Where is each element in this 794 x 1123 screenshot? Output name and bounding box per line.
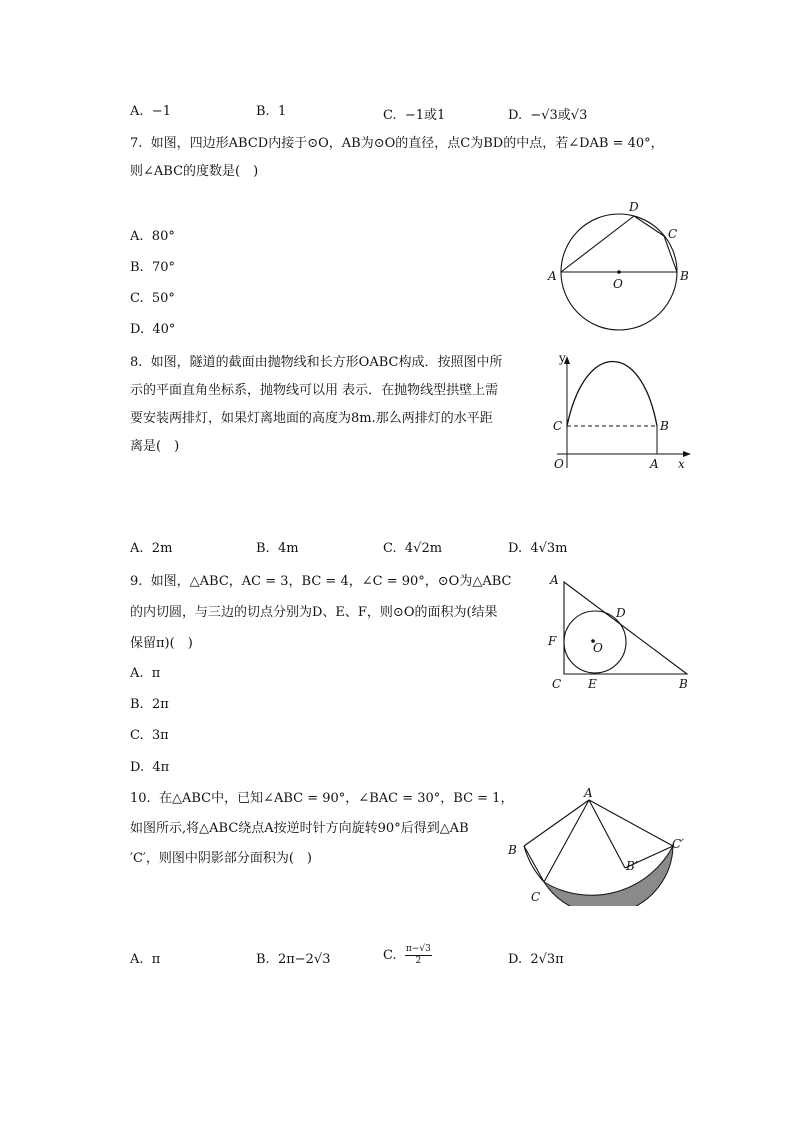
option-text: 4m [277, 541, 299, 556]
option-text: 4√3m [530, 541, 568, 556]
label-o: O [554, 457, 564, 471]
label-b: B [660, 419, 669, 433]
option-text: 4π [152, 760, 170, 775]
question-8-line-3: 要安装两排灯，如果灯离地面的高度为8m.那么两排灯的水平距 [130, 411, 493, 426]
label-y: y [559, 351, 566, 365]
label-a: A [548, 269, 557, 283]
option-text: 80° [151, 229, 175, 244]
triangle-abc [564, 582, 687, 674]
option-label: B. [256, 952, 270, 967]
option-label: B. [256, 104, 270, 119]
question-10-line-3: ′C′，则图中阴影部分面积为( ) [130, 851, 312, 866]
option-text: 2π [151, 697, 169, 712]
question-8 [130, 349, 540, 461]
line-ab [524, 800, 589, 846]
label-b: B [679, 677, 688, 691]
q10-option-d [508, 952, 564, 967]
line-ac [544, 800, 589, 882]
label-c: C [552, 677, 562, 691]
parabola [567, 362, 657, 427]
q7-option-d [130, 322, 175, 337]
label-d: D [616, 606, 626, 620]
question-7 [130, 130, 690, 186]
label-c-prime: C′ [672, 837, 684, 851]
option-label: C. [383, 108, 397, 123]
question-text: 如图，△ABC，AC = 3，BC = 4，∠C = 90°，⊙O为△ABC [150, 574, 512, 589]
q7-option-a [130, 229, 175, 244]
question-8-line-1 [130, 349, 540, 377]
option-text: 1 [277, 104, 287, 119]
label-a: A [650, 457, 659, 471]
label-c: C [531, 890, 541, 904]
q8-option-c [383, 541, 442, 556]
option-label: D. [508, 541, 523, 556]
question-9 [130, 566, 540, 659]
q9-option-b [130, 697, 169, 712]
question-number: 7. [130, 136, 143, 151]
q10-rotation-figure [500, 788, 700, 906]
option-label: D. [130, 760, 145, 775]
option-text: 70° [151, 260, 175, 275]
label-a: A [550, 573, 559, 587]
label-o: O [613, 277, 623, 291]
option-label: B. [130, 260, 144, 275]
option-label: C. [383, 541, 397, 556]
question-9-line-2: 的内切圆，与三边的切点分别为D、E、F，则⊙O的面积为(结果 [130, 605, 498, 620]
label-b-prime: B′ [626, 859, 638, 873]
option-text: 2√3π [530, 952, 564, 967]
question-8-line-4: 离是( ) [130, 439, 180, 454]
center-point [617, 270, 621, 274]
option-text: 2m [151, 541, 173, 556]
question-7-line-1 [130, 130, 690, 158]
option-label: C. [383, 948, 397, 963]
question-text: 如图，四边形ABCD内接于⊙O，AB为⊙O的直径，点C为BD的中点，若∠DAB = 40°， [150, 136, 664, 151]
label-e: E [588, 677, 597, 691]
q6-option-c [383, 104, 445, 123]
question-7-line-2: 则∠ABC的度数是( ) [130, 164, 259, 179]
label-a: A [584, 788, 593, 800]
question-8-line-2: 示的平面直角坐标系，抛物线可以用 表示．在抛物线型拱壁上需 [130, 383, 499, 398]
question-text: 如图，隧道的截面由抛物线和长方形OABC构成．按照图中所 [150, 355, 503, 370]
q9-incircle-figure [540, 570, 700, 695]
option-label: D. [130, 322, 145, 337]
option-label: A. [130, 541, 144, 556]
q9-option-d [130, 760, 169, 775]
label-c: C [668, 227, 678, 241]
question-9-line-3: 保留π)( ) [130, 636, 193, 651]
label-b: B [680, 269, 689, 283]
fraction-numerator: π−√3 [405, 944, 431, 954]
option-label: A. [130, 229, 144, 244]
label-f: F [548, 634, 557, 648]
option-text: 2π−2√3 [277, 952, 331, 967]
q8-tunnel-figure [545, 350, 695, 475]
label-b: B [508, 843, 517, 857]
line-bc [524, 846, 544, 882]
fraction [405, 944, 432, 967]
q8-option-b [256, 541, 299, 556]
option-label: A. [130, 952, 144, 967]
q7-circle-figure [540, 198, 700, 334]
q10-option-b [256, 952, 331, 967]
option-text: 50° [151, 291, 175, 306]
question-10 [130, 784, 530, 874]
question-text: 在△ABC中，已知∠ABC = 90°，∠BAC = 30°，BC = 1， [158, 791, 514, 806]
option-label: A. [130, 666, 144, 681]
quadrilateral-abcd [561, 216, 677, 272]
q10-option-c [383, 944, 432, 967]
question-9-line-1 [130, 566, 540, 597]
option-label: B. [256, 541, 270, 556]
option-label: C. [130, 291, 144, 306]
fraction-denominator: 2 [415, 956, 422, 966]
option-label: D. [508, 108, 523, 123]
question-number: 9. [130, 574, 143, 589]
option-label: B. [130, 697, 144, 712]
q10-option-a [130, 952, 160, 967]
label-d: D [629, 200, 639, 214]
option-text: π [151, 952, 161, 967]
question-10-line-1 [130, 784, 530, 814]
q6-option-b [256, 104, 286, 119]
q7-option-c [130, 291, 175, 306]
q6-option-d [508, 104, 587, 123]
q9-option-a [130, 666, 160, 681]
option-label: D. [508, 952, 523, 967]
option-text: −1 [151, 104, 171, 119]
label-c: C [553, 419, 563, 433]
option-text: 3π [151, 728, 169, 743]
label-o: O [593, 641, 603, 655]
option-label: A. [130, 104, 144, 119]
option-label: C. [130, 728, 144, 743]
option-text: π [151, 666, 161, 681]
question-number: 10. [130, 791, 151, 806]
q8-option-a [130, 541, 172, 556]
q6-option-a [130, 104, 171, 119]
option-text: −√3或√3 [530, 108, 588, 123]
question-number: 8. [130, 355, 143, 370]
question-10-line-2: 如图所示,将△ABC绕点A按逆时针方向旋转90°后得到△AB [130, 821, 469, 836]
q7-option-b [130, 260, 175, 275]
q8-option-d [508, 541, 568, 556]
option-text: −1或1 [404, 108, 446, 123]
label-x: x [678, 457, 685, 471]
option-text: 40° [152, 322, 176, 337]
q9-option-c [130, 728, 169, 743]
option-text: 4√2m [404, 541, 443, 556]
